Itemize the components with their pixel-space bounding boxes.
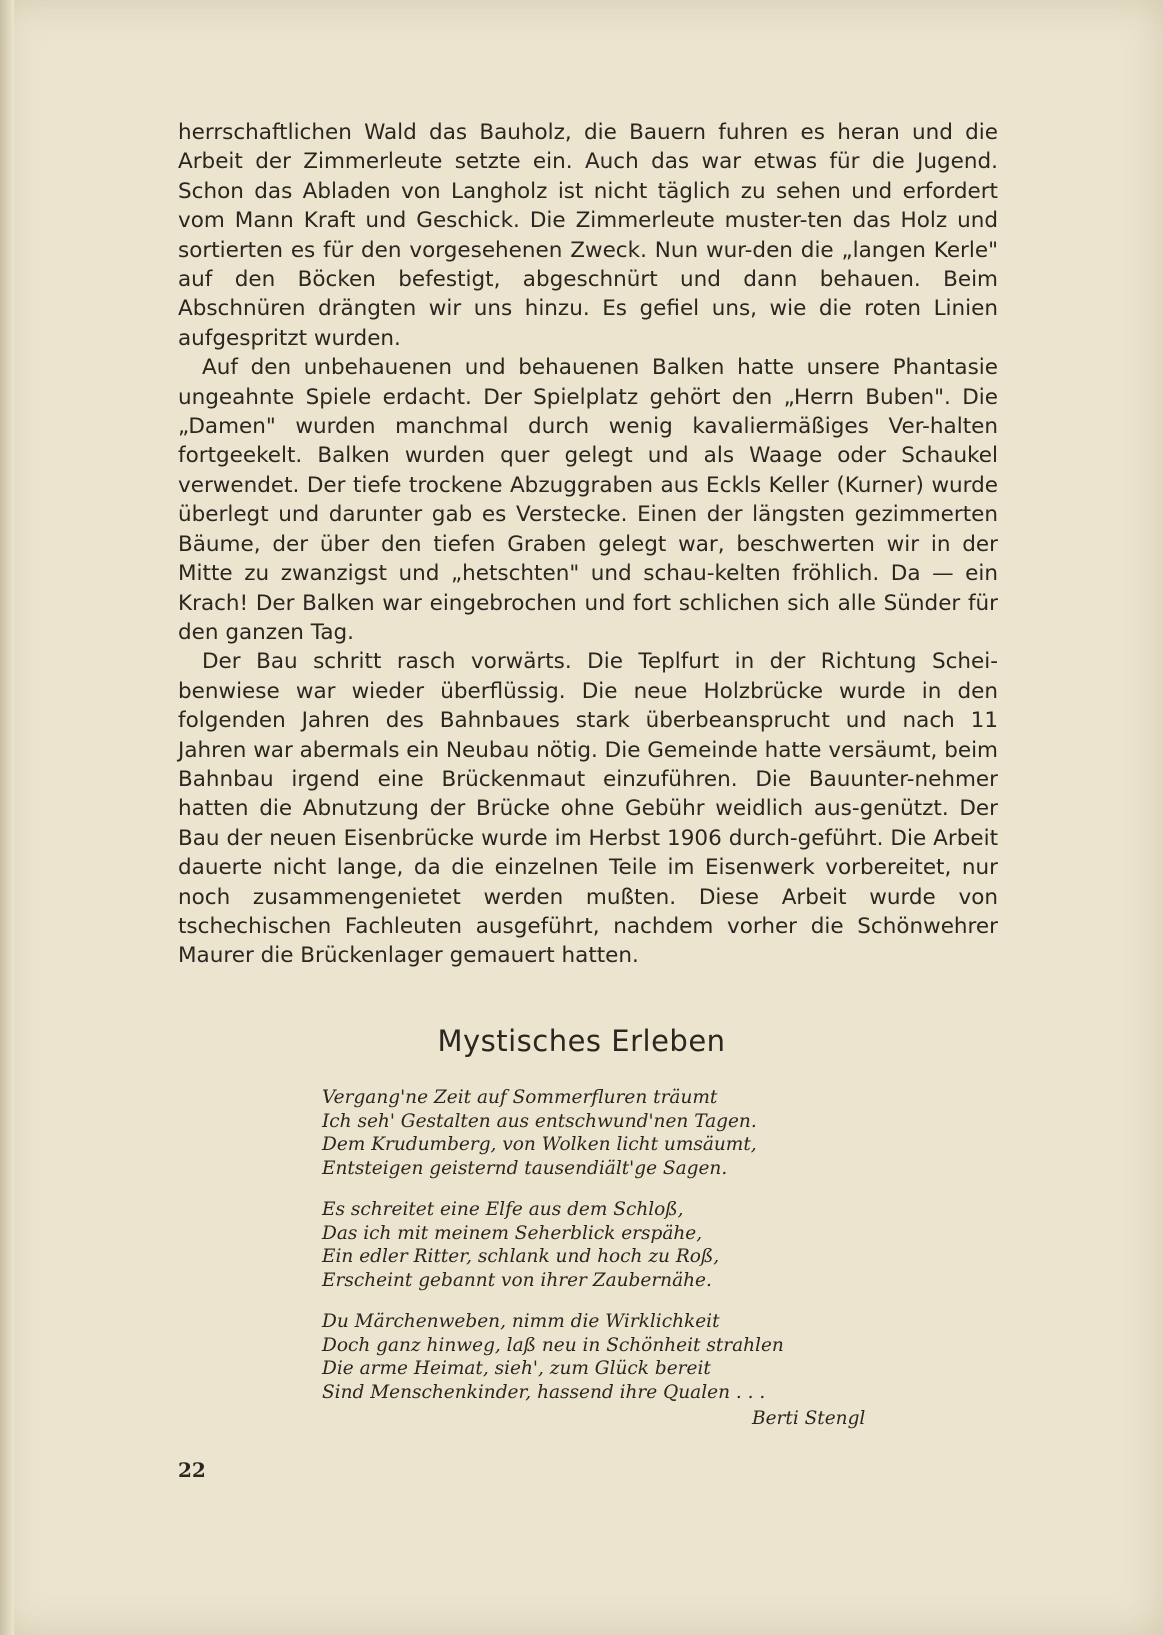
poem-line: Ich seh' Gestalten aus entschwund'nen Tagen. xyxy=(322,1110,757,1132)
poem-stanza xyxy=(322,1310,892,1404)
poem-title: Mystisches Erleben xyxy=(437,1024,726,1058)
poem-line: Vergang'ne Zeit auf Sommerfluren träumt xyxy=(322,1087,718,1108)
poem-stanza xyxy=(322,1198,892,1292)
poem-author: Berti Stengl xyxy=(752,1408,866,1429)
poem-line: Die arme Heimat, sieh', zum Glück bereit xyxy=(322,1358,711,1379)
poem-line: Das ich mit meinem Seherblick erspähe, xyxy=(322,1222,703,1244)
paragraph: herrschaftlichen Wald das Bauholz, die Bauern fuhren es heran und die Arbeit der Zimmerleute setzte ein. Auch das war etwas für die Jugend. Schon das Abladen von Langholz ist nicht täglich zu sehen und erfordert vom Mann Kraft und Geschick. Die Zimmerleute muster-ten das Holz und sortierten es für den vorgesehenen Zweck. Nun wur-den die „langen Kerle" auf den Böcken befestigt, abgeschnürt und dann behauen. Beim Abschnüren drängten wir uns hinzu. Es gefiel uns, wie die roten Linien aufgespritzt wurden. xyxy=(178,120,998,351)
poem-line: Erscheint gebannt von ihrer Zaubernähe. xyxy=(322,1269,712,1291)
poem-line: Entsteigen geisternd tausendiält'ge Sagen. xyxy=(322,1157,728,1179)
paragraph: Der Bau schritt rasch vorwärts. Die Teplfurt in der Richtung Schei-benwiese war wieder überflüssig. Die neue Holzbrücke wurde in den folgenden Jahren des Bahnbaues stark überbeansprucht und nach 11 Jahren war abermals ein Neubau nötig. Die Gemeinde hatte versäumt, beim Bahnbau irgend eine Brückenmaut einzuführen. Die Bauunter-nehmer hatten die Abnutzung der Brücke ohne Gebühr weidlich aus-genützt. Der Bau der neuen Eisenbrücke wurde im Herbst 1906 durch-geführt. Die Arbeit dauerte nicht lange, da die einzelnen Teile im Eisenwerk vorbereitet, nur noch zusammengenietet werden mußten. Diese Arbeit wurde von tschechischen Fachleuten ausgeführt, nachdem vorher die Schönwehrer Maurer die Brückenlager gemauert hatten. xyxy=(178,649,998,969)
poem-line: Es schreitet eine Elfe aus dem Schloß, xyxy=(322,1199,684,1220)
page-spine-shadow xyxy=(0,0,14,1635)
paragraph: Auf den unbehauenen und behauenen Balken hatte unsere Phantasie ungeahnte Spiele erdacht. Der Spielplatz gehört den „Herrn Buben". Die „Damen" wurden manchmal durch wenig kavaliermäßiges Ver-halten fortgeekelt. Balken wurden quer gelegt und als Waage oder Schaukel verwendet. Der tiefe trockene Abzuggraben aus Eckls Keller (Kurner) wurde überlegt und darunter gab es Verstecke. Einen der längsten gezimmerten Bäume, der über den tiefen Graben gelegt war, beschwerten wir in der Mitte zu zwanzigst und „hetschten" und schau-kelten fröhlich. Da — ein Krach! Der Balken war eingebrochen und fort schlichen sich alle Sünder für den ganzen Tag. xyxy=(178,355,998,645)
poem-line: Ein edler Ritter, schlank und hoch zu Roß, xyxy=(322,1246,720,1267)
page-number: 22 xyxy=(178,1458,206,1482)
poem-line: Dem Krudumberg, von Wolken licht umsäumt, xyxy=(322,1134,757,1155)
poem-line: Doch ganz hinweg, laß neu in Schönheit strahlen xyxy=(322,1334,784,1356)
poem-line: Du Märchenweben, nimm die Wirklichkeit xyxy=(322,1311,720,1332)
poem-line: Sind Menschenkinder, hassend ihre Qualen . . . xyxy=(322,1381,766,1403)
poem-stanza xyxy=(322,1086,892,1180)
poem xyxy=(322,1086,892,1422)
body-text xyxy=(178,118,998,971)
